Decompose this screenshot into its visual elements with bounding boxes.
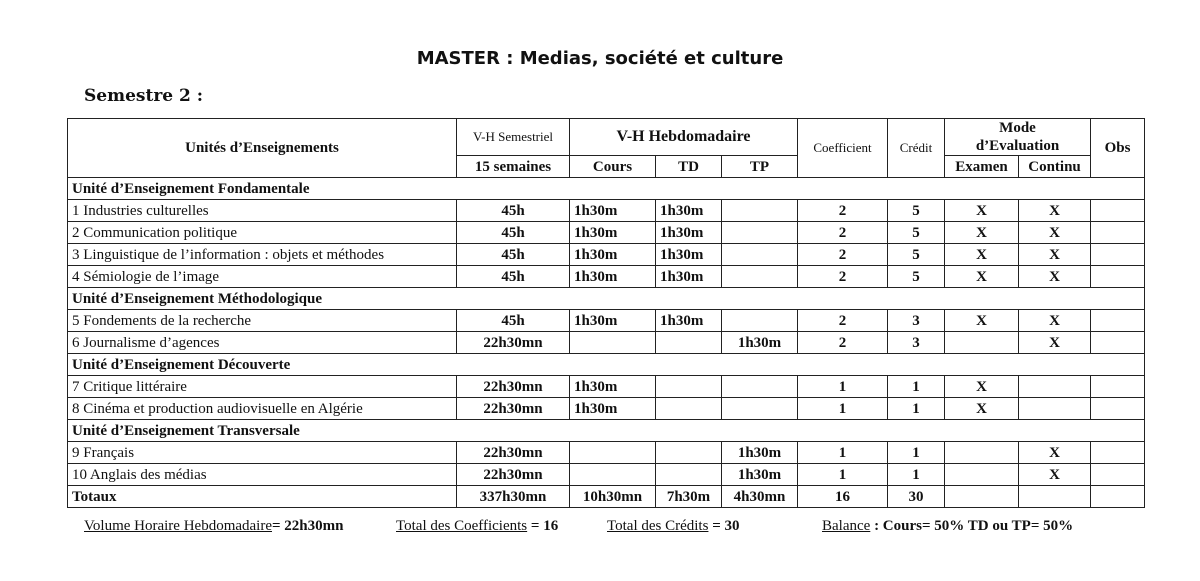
course-name: Cinéma et production audiovisuelle en Algérie <box>79 400 363 417</box>
cell-coef: 2 <box>798 200 888 222</box>
cell-cours: 1h30m <box>570 266 656 288</box>
course-name: Communication politique <box>79 224 237 241</box>
cell-coef: 2 <box>798 222 888 244</box>
section-row <box>68 178 1145 200</box>
cell-coef: 2 <box>798 310 888 332</box>
col-header-cours: Cours <box>570 156 656 178</box>
footer-coef-label: Total des Coefficients <box>396 518 528 534</box>
footer-balance <box>822 518 1073 535</box>
cell-tp <box>722 222 798 244</box>
col-header-vh-hebdo: V-H Hebdomadaire <box>570 119 798 156</box>
col-header-credit: Crédit <box>888 119 945 178</box>
cell-td: 1h30m <box>656 222 722 244</box>
cell-cours <box>570 442 656 464</box>
cell-cours: 1h30m <box>570 244 656 266</box>
cell-td <box>656 376 722 398</box>
footer-balance-label: Balance <box>822 518 871 534</box>
cell-vh: 45h <box>457 310 570 332</box>
cell-coef: 1 <box>798 464 888 486</box>
cell-examen: X <box>945 310 1019 332</box>
footer-balance-value: : Cours= 50% TD ou TP= 50% <box>870 518 1074 534</box>
cell-cours: 1h30m <box>570 222 656 244</box>
cell-obs <box>1091 398 1145 420</box>
col-header-obs: Obs <box>1091 119 1145 178</box>
cell-obs <box>1091 266 1145 288</box>
total-empty <box>945 486 1019 508</box>
course-name: Anglais des médias <box>87 466 207 483</box>
table-row <box>68 398 1145 420</box>
total-empty <box>1091 486 1145 508</box>
cell-obs <box>1091 310 1145 332</box>
cell-td <box>656 398 722 420</box>
course-cell <box>68 442 457 464</box>
cell-credit: 5 <box>888 200 945 222</box>
total-label: Totaux <box>68 486 457 508</box>
total-vh: 337h30mn <box>457 486 570 508</box>
section-title: Unité d’Enseignement Transversale <box>68 420 1145 442</box>
curriculum-table <box>67 118 1145 508</box>
total-td: 7h30m <box>656 486 722 508</box>
cell-credit: 5 <box>888 222 945 244</box>
course-cell <box>68 200 457 222</box>
footer-coef-value: = 16 <box>527 518 559 534</box>
cell-coef: 1 <box>798 376 888 398</box>
cell-continu <box>1019 398 1091 420</box>
cell-tp: 1h30m <box>722 442 798 464</box>
table-row <box>68 464 1145 486</box>
cell-td <box>656 332 722 354</box>
footer-vh-value: = 22h30mn <box>272 518 344 534</box>
total-cours: 10h30mn <box>570 486 656 508</box>
section-title: Unité d’Enseignement Fondamentale <box>68 178 1145 200</box>
cell-examen: X <box>945 376 1019 398</box>
col-header-tp: TP <box>722 156 798 178</box>
course-number: 2 <box>72 224 80 241</box>
cell-td <box>656 464 722 486</box>
course-number: 5 <box>72 312 80 329</box>
col-header-vh-sem-sub: 15 semaines <box>457 156 570 178</box>
col-header-examen: Examen <box>945 156 1019 178</box>
cell-credit: 5 <box>888 244 945 266</box>
cell-credit: 1 <box>888 464 945 486</box>
col-header-mode <box>945 119 1091 156</box>
table-row <box>68 266 1145 288</box>
cell-examen: X <box>945 222 1019 244</box>
footer-credit-label: Total des Crédits <box>607 518 709 534</box>
course-cell <box>68 332 457 354</box>
course-name: Sémiologie de l’image <box>79 268 220 285</box>
course-cell <box>68 310 457 332</box>
table-row <box>68 332 1145 354</box>
cell-credit: 1 <box>888 376 945 398</box>
cell-cours <box>570 464 656 486</box>
cell-td: 1h30m <box>656 266 722 288</box>
total-empty <box>1019 486 1091 508</box>
col-header-coef: Coefficient <box>798 119 888 178</box>
col-header-vh-sem: V-H Semestriel <box>457 119 570 156</box>
cell-cours: 1h30m <box>570 310 656 332</box>
footer-vh-label: Volume Horaire Hebdomadaire <box>84 518 272 534</box>
cell-td <box>656 442 722 464</box>
course-cell <box>68 464 457 486</box>
semester-heading: Semestre 2 : <box>84 86 204 106</box>
cell-td: 1h30m <box>656 244 722 266</box>
course-number: 1 <box>72 202 80 219</box>
course-cell <box>68 244 457 266</box>
cell-obs <box>1091 332 1145 354</box>
cell-obs <box>1091 376 1145 398</box>
course-number: 8 <box>72 400 80 417</box>
cell-vh: 22h30mn <box>457 398 570 420</box>
section-title: Unité d’Enseignement Méthodologique <box>68 288 1145 310</box>
col-header-continu: Continu <box>1019 156 1091 178</box>
col-header-td: TD <box>656 156 722 178</box>
course-cell <box>68 376 457 398</box>
cell-continu: X <box>1019 310 1091 332</box>
section-row <box>68 354 1145 376</box>
cell-tp <box>722 200 798 222</box>
cell-coef: 2 <box>798 244 888 266</box>
cell-continu: X <box>1019 244 1091 266</box>
table-row <box>68 244 1145 266</box>
section-row <box>68 288 1145 310</box>
course-name: Linguistique de l’information : objets et méthodes <box>79 246 385 263</box>
footer-credit-value: = 30 <box>708 518 740 534</box>
cell-credit: 1 <box>888 442 945 464</box>
total-coef: 16 <box>798 486 888 508</box>
cell-examen <box>945 464 1019 486</box>
cell-vh: 45h <box>457 266 570 288</box>
cell-td: 1h30m <box>656 310 722 332</box>
table-row <box>68 310 1145 332</box>
footer-coef <box>396 518 558 535</box>
cell-vh: 22h30mn <box>457 376 570 398</box>
cell-continu: X <box>1019 464 1091 486</box>
page-title: MASTER : Medias, société et culture <box>416 48 784 69</box>
cell-coef: 2 <box>798 266 888 288</box>
cell-examen <box>945 442 1019 464</box>
cell-continu <box>1019 376 1091 398</box>
course-number: 10 <box>72 466 87 483</box>
cell-vh: 22h30mn <box>457 442 570 464</box>
cell-continu: X <box>1019 222 1091 244</box>
table-row <box>68 442 1145 464</box>
cell-continu: X <box>1019 442 1091 464</box>
cell-continu: X <box>1019 332 1091 354</box>
cell-examen: X <box>945 266 1019 288</box>
cell-coef: 1 <box>798 398 888 420</box>
col-header-ue: Unités d’Enseignements <box>68 119 457 178</box>
table-row <box>68 222 1145 244</box>
course-name: Français <box>79 444 135 461</box>
cell-obs <box>1091 244 1145 266</box>
cell-continu: X <box>1019 200 1091 222</box>
course-cell <box>68 222 457 244</box>
footer-vh <box>84 518 343 535</box>
table-row <box>68 200 1145 222</box>
mode-line-2: d’Evaluation <box>975 138 1060 154</box>
cell-credit: 5 <box>888 266 945 288</box>
cell-examen: X <box>945 200 1019 222</box>
header-row-1 <box>68 119 1145 156</box>
cell-credit: 3 <box>888 332 945 354</box>
course-number: 7 <box>72 378 80 395</box>
cell-obs <box>1091 442 1145 464</box>
cell-examen <box>945 332 1019 354</box>
cell-continu: X <box>1019 266 1091 288</box>
cell-td: 1h30m <box>656 200 722 222</box>
cell-vh: 45h <box>457 244 570 266</box>
mode-line-1: Mode <box>999 120 1036 136</box>
cell-coef: 2 <box>798 332 888 354</box>
course-number: 9 <box>72 444 80 461</box>
cell-tp <box>722 266 798 288</box>
cell-examen: X <box>945 398 1019 420</box>
cell-obs <box>1091 200 1145 222</box>
cell-obs <box>1091 464 1145 486</box>
course-number: 4 <box>72 268 80 285</box>
totals-row <box>68 486 1145 508</box>
cell-tp <box>722 310 798 332</box>
cell-vh: 45h <box>457 222 570 244</box>
footer-credit <box>607 518 740 535</box>
total-tp: 4h30mn <box>722 486 798 508</box>
cell-tp: 1h30m <box>722 332 798 354</box>
course-number: 6 <box>72 334 80 351</box>
table-row <box>68 376 1145 398</box>
total-credit: 30 <box>888 486 945 508</box>
cell-coef: 1 <box>798 442 888 464</box>
course-name: Industries culturelles <box>79 202 209 219</box>
cell-vh: 45h <box>457 200 570 222</box>
course-cell <box>68 398 457 420</box>
cell-vh: 22h30mn <box>457 332 570 354</box>
course-name: Journalisme d’agences <box>79 334 220 351</box>
cell-credit: 1 <box>888 398 945 420</box>
course-name: Critique littéraire <box>79 378 187 395</box>
cell-cours: 1h30m <box>570 200 656 222</box>
cell-tp <box>722 244 798 266</box>
cell-tp: 1h30m <box>722 464 798 486</box>
cell-tp <box>722 398 798 420</box>
course-number: 3 <box>72 246 80 263</box>
section-row <box>68 420 1145 442</box>
cell-examen: X <box>945 244 1019 266</box>
section-title: Unité d’Enseignement Découverte <box>68 354 1145 376</box>
cell-cours: 1h30m <box>570 398 656 420</box>
course-cell <box>68 266 457 288</box>
cell-cours <box>570 332 656 354</box>
cell-cours: 1h30m <box>570 376 656 398</box>
cell-vh: 22h30mn <box>457 464 570 486</box>
cell-obs <box>1091 222 1145 244</box>
cell-credit: 3 <box>888 310 945 332</box>
cell-tp <box>722 376 798 398</box>
course-name: Fondements de la recherche <box>79 312 252 329</box>
